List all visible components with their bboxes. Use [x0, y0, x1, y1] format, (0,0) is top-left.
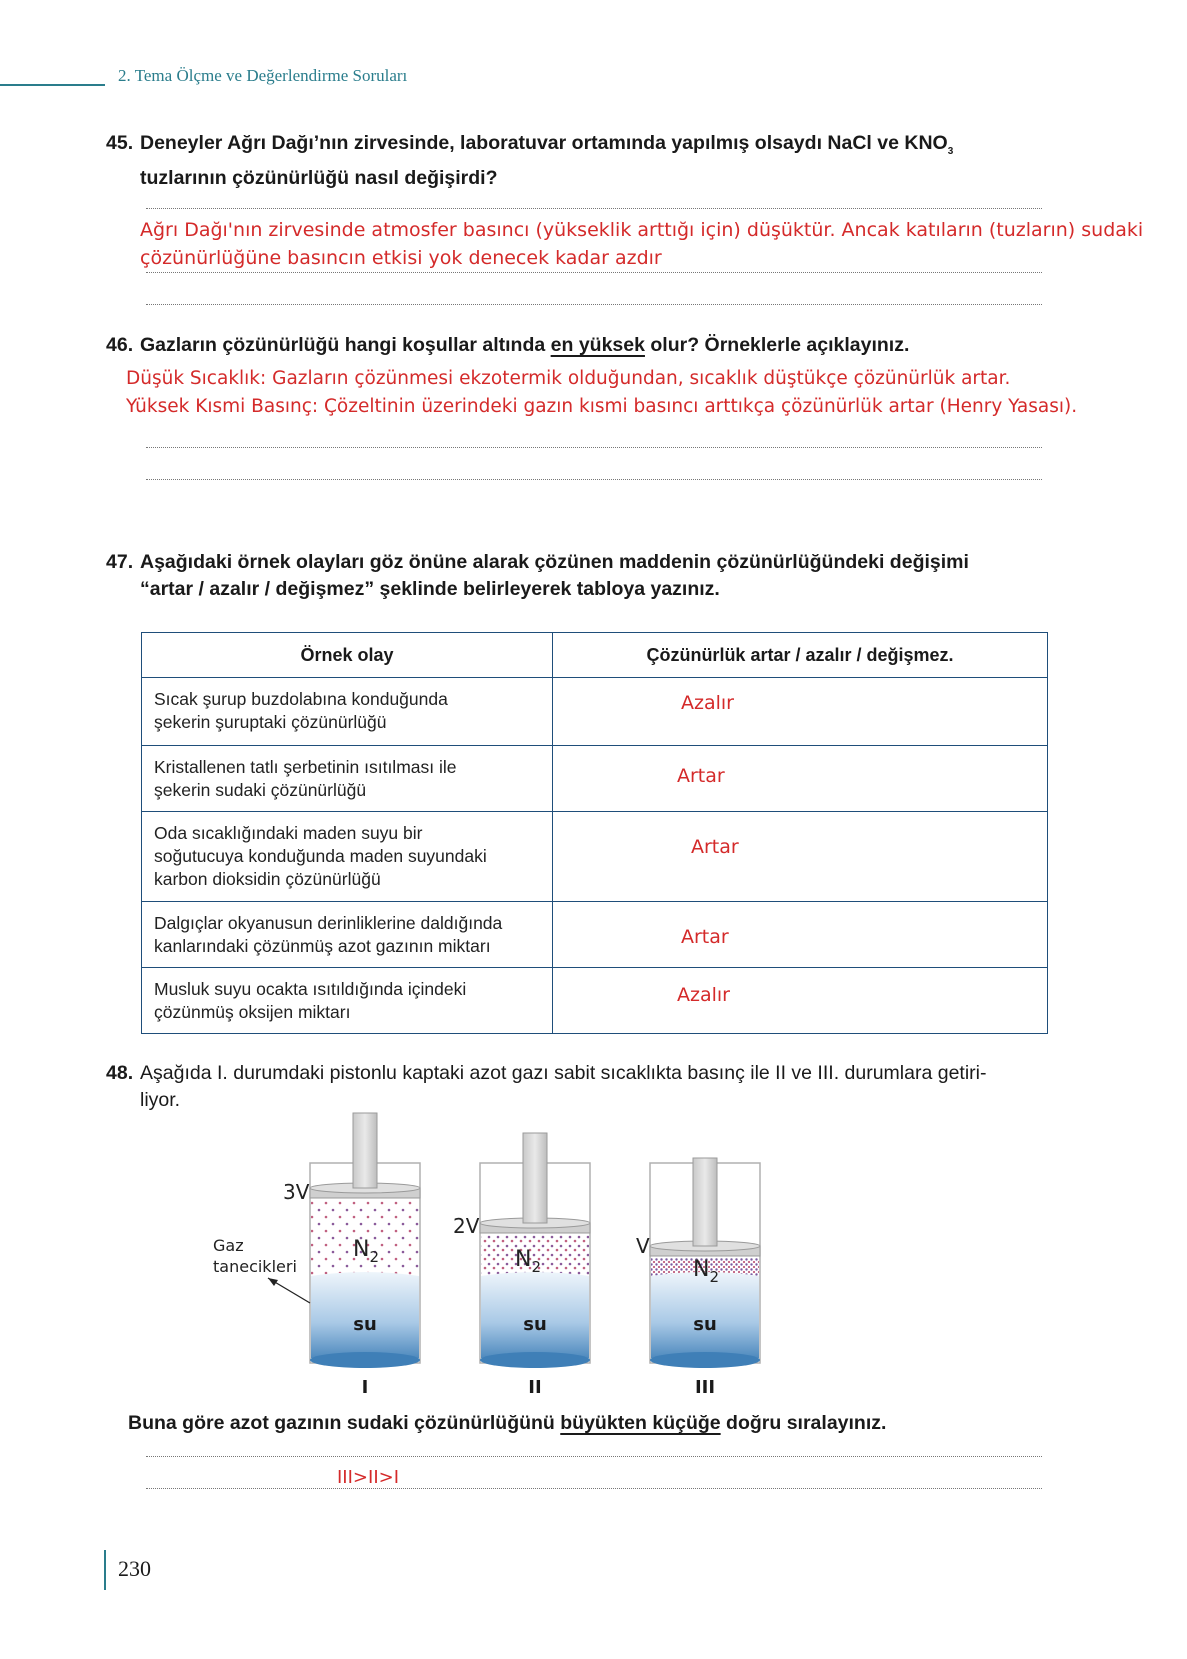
task-text: Buna göre azot gazının sudaki çözünürlüğünü — [128, 1412, 561, 1434]
event-cell — [142, 678, 553, 746]
event-line: Musluk suyu ocakta ısıtıldığında içindeki — [154, 979, 467, 999]
gas-formula: $N_2$ — [353, 1237, 380, 1266]
event-line: karbon dioksidin çözünürlüğü — [154, 869, 381, 889]
question-48-task — [128, 1410, 886, 1437]
event-line: çözünmüş oksijen miktarı — [154, 1002, 351, 1022]
emphasis-underline: en yüksek — [550, 334, 645, 356]
question-46-text: Gazların çözünürlüğü hangi koşullar altında — [140, 334, 551, 356]
answer-line — [146, 479, 1042, 480]
event-line: şekerin sudaki çözünürlüğü — [154, 780, 367, 800]
state-label: II — [528, 1377, 542, 1398]
question-46-text-end: olur? Örneklerle açıklayınız. — [644, 334, 910, 356]
question-45-line2: tuzlarının çözünürlüğü nasıl değişirdi? — [140, 166, 498, 189]
table-row — [142, 746, 1048, 812]
volume-label: 2V — [453, 1214, 480, 1238]
question-48-line2: liyor. — [140, 1089, 181, 1111]
question-45 — [106, 130, 953, 192]
question-number: 45. — [106, 132, 134, 154]
page-number: 230 — [118, 1556, 151, 1581]
event-cell — [142, 812, 553, 902]
answer-cell[interactable] — [553, 746, 1048, 812]
water-label: su — [353, 1314, 377, 1335]
answer-line — [146, 304, 1042, 305]
answer-46-line2: Yüksek Kısmi Basınç: Çözeltinin üzerindeki gazın kısmi basıncı arttıkça çözünürlük artar (Henry Yasası). — [126, 396, 1078, 417]
handwritten-answer: Azalır — [677, 984, 730, 1006]
question-45-line1: Deneyler Ağrı Dağı’nın zirvesinde, laboratuvar ortamında yapılmış olsaydı NaCl ve KNO — [140, 132, 948, 154]
question-47 — [106, 549, 969, 603]
event-line: Sıcak şurup buzdolabına konduğunda — [154, 689, 448, 709]
event-cell — [142, 902, 553, 968]
answer-cell[interactable] — [553, 678, 1048, 746]
answer-line — [146, 208, 1042, 209]
answer-line — [146, 447, 1042, 448]
handwritten-answer: Artar — [691, 836, 739, 858]
event-line: Oda sıcaklığındaki maden suyu bir — [154, 823, 423, 843]
gas-particles-label: tanecikleri — [213, 1257, 297, 1276]
question-47-line2: “artar / azalır / değişmez” şeklinde belirleyerek tabloya yazınız. — [140, 578, 720, 600]
answer-line — [146, 272, 1042, 273]
handwritten-answer: Artar — [677, 765, 725, 787]
subscript: 3 — [947, 145, 954, 157]
footer-rule — [104, 1550, 106, 1590]
event-cell — [142, 746, 553, 812]
answer-cell[interactable] — [553, 968, 1048, 1034]
state-label: III — [694, 1377, 716, 1398]
emphasis-underline: büyükten küçüğe — [560, 1412, 721, 1434]
answer-45-line2: çözünürlüğüne basıncın etkisi yok denecek kadar azdır — [140, 247, 662, 269]
question-46 — [106, 332, 909, 359]
table-row — [142, 902, 1048, 968]
table-row — [142, 968, 1048, 1034]
question-number: 47. — [106, 551, 134, 573]
table-row — [142, 678, 1048, 746]
table-row — [142, 812, 1048, 902]
question-number: 46. — [106, 334, 134, 356]
gas-formula: $N_2$ — [515, 1247, 542, 1276]
gas-particles-label: Gaz — [213, 1236, 244, 1255]
event-line: Kristallenen tatlı şerbetinin ısıtılması ile — [154, 757, 457, 777]
answer-45-line1: Ağrı Dağı'nın zirvesinde atmosfer basıncı (yükseklik arttığı için) düşüktür. Ancak katıların (tuzların) sudaki — [140, 219, 1144, 241]
header-rule — [0, 84, 105, 86]
answer-cell[interactable] — [553, 902, 1048, 968]
state-label: I — [361, 1377, 369, 1398]
table-header-row — [142, 633, 1048, 678]
answer-cell[interactable] — [553, 812, 1048, 902]
task-text-end: doğru sıralayınız. — [720, 1412, 887, 1434]
chapter-title: 2. Tema Ölçme ve Değerlendirme Soruları — [118, 66, 408, 85]
answer-line — [146, 1488, 1042, 1489]
arrow-head — [268, 1278, 278, 1286]
question-47-line1: Aşağıdaki örnek olayları göz önüne alarak çözünen maddenin çözünürlüğündeki değişimi — [140, 551, 969, 573]
handwritten-answer: Artar — [681, 926, 729, 948]
water-label: su — [693, 1314, 717, 1335]
answer-line — [146, 1456, 1042, 1457]
event-line: Dalgıçlar okyanusun derinliklerine daldığında — [154, 913, 503, 933]
event-line: kanlarındaki çözünmüş azot gazının miktarı — [154, 936, 491, 956]
handwritten-answer: Azalır — [681, 692, 734, 714]
question-48-line1: Aşağıda I. durumdaki pistonlu kaptaki azot gazı sabit sıcaklıkta basınç ile II ve III. durumlara getiri- — [140, 1062, 987, 1084]
column-header-event: Örnek olay — [142, 633, 553, 678]
volume-label: V — [636, 1234, 650, 1258]
gas-formula: $N_2$ — [693, 1257, 720, 1286]
water-label: su — [523, 1314, 547, 1335]
event-line: şekerin şuruptaki çözünürlüğü — [154, 712, 387, 732]
event-line: soğutucuya konduğunda maden suyundaki — [154, 846, 487, 866]
answer-48: III>II>I — [337, 1467, 400, 1488]
solubility-table — [141, 632, 1048, 1034]
column-header-solubility: Çözünürlük artar / azalır / değişmez. — [553, 633, 1048, 678]
question-48 — [106, 1060, 987, 1114]
volume-label: 3V — [283, 1180, 310, 1204]
question-number: 48. — [106, 1062, 134, 1084]
event-cell — [142, 968, 553, 1034]
answer-46-line1: Düşük Sıcaklık: Gazların çözünmesi ekzotermik olduğundan, sıcaklık düştükçe çözünürlük artar. — [126, 368, 1011, 389]
piston-figure — [190, 1108, 890, 1408]
